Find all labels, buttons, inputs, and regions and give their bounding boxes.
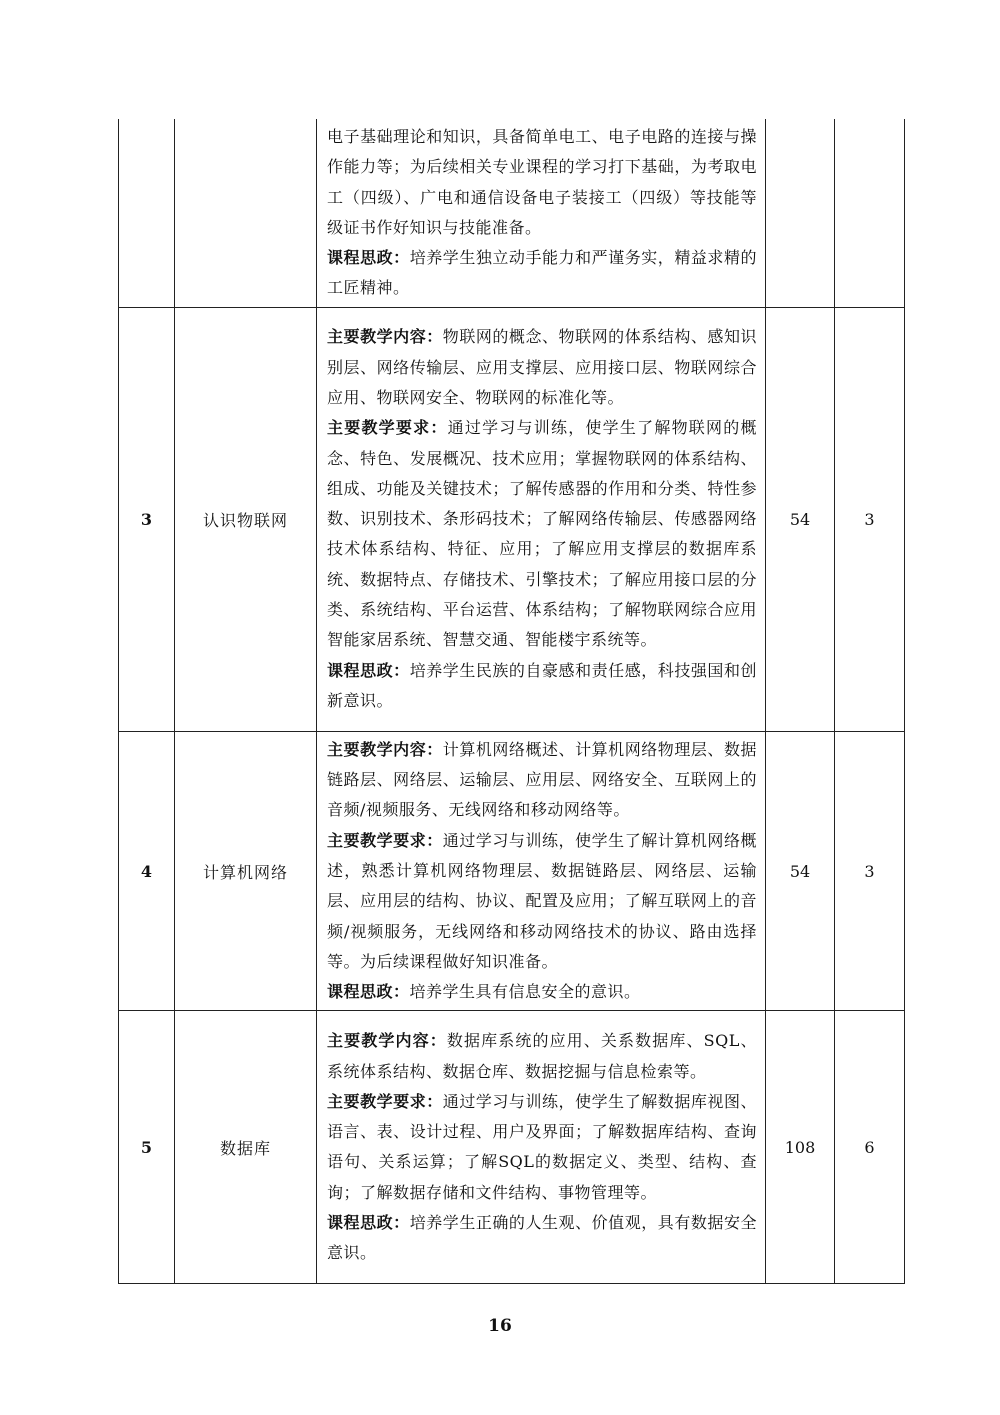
course-name-cell [175, 119, 317, 307]
content-paragraph [327, 1208, 757, 1269]
course-content-cell [317, 1011, 766, 1284]
course-table-body [119, 119, 905, 1284]
paragraph-label: 主要教学要求： [327, 1091, 443, 1111]
course-table [118, 119, 905, 1284]
paragraph-label: 课程思政： [327, 248, 410, 268]
paragraph-text: 培养学生民族的自豪感和责任感，科技强国和创新意识。 [327, 660, 757, 710]
course-content-cell [317, 119, 766, 307]
course-number-cell: 5 [119, 1011, 175, 1284]
course-credits-cell: 3 [835, 307, 905, 731]
table-row [119, 1011, 905, 1284]
paragraph-text: 通过学习与训练，使学生了解数据库视图、语言、表、设计过程、用户及界面；了解数据库结构、查询语句、关系运算；了解SQL的数据定义、类型、结构、查询；了解数据存储和文件结构、事物管理等。 [327, 1091, 757, 1202]
course-number-cell: 3 [119, 307, 175, 731]
course-hours-cell: 54 [766, 731, 835, 1011]
paragraph-label: 课程思政： [327, 1213, 410, 1233]
course-number-cell [119, 119, 175, 307]
paragraph-text: 通过学习与训练，使学生了解物联网的概念、特色、发展概况、技术应用；掌握物联网的体系结构、组成、功能及关键技术；了解传感器的作用和分类、特性参数、识别技术、条形码技术；了解网络传输层、传感器网络技术体系结构、特征、应用；了解应用支撑层的数据库系统、数据特点、存储技术、引擎技术；了解应用接口层的分类、系统结构、平台运营、体系结构；了解物联网综合应用智能家居系统、智慧交通、智能楼宇系统等。 [327, 418, 757, 650]
paragraph-label: 主要教学内容： [327, 327, 443, 347]
course-hours-cell: 54 [766, 307, 835, 731]
paragraph-label: 主要教学要求： [327, 830, 443, 850]
course-name-cell: 数据库 [175, 1011, 317, 1284]
content-paragraph [327, 122, 757, 243]
paragraph-text: 培养学生正确的人生观、价值观，具有数据安全意识。 [327, 1213, 757, 1263]
content-paragraph [327, 735, 757, 826]
content-paragraph [327, 977, 757, 1007]
course-hours-cell [766, 119, 835, 307]
course-name-cell: 认识物联网 [175, 307, 317, 731]
paragraph-text: 培养学生独立动手能力和严谨务实，精益求精的工匠精神。 [327, 248, 757, 298]
content-paragraph [327, 243, 757, 304]
paragraph-text: 电子基础理论和知识，具备简单电工、电子电路的连接与操作能力等；为后续相关专业课程的学习打下基础，为考取电工（四级）、广电和通信设备电子装接工（四级）等技能等级证书作好知识与技能准备。 [327, 127, 757, 237]
paragraph-label: 主要教学内容： [327, 1031, 447, 1051]
table-row [119, 119, 905, 307]
course-content-cell [317, 731, 766, 1011]
course-number-cell: 4 [119, 731, 175, 1011]
course-credits-cell: 6 [835, 1011, 905, 1284]
paragraph-text: 数据库系统的应用、关系数据库、SQL、系统体系结构、数据仓库、数据挖掘与信息检索等。 [327, 1031, 757, 1081]
paragraph-text: 通过学习与训练，使学生了解计算机网络概述，熟悉计算机网络物理层、数据链路层、网络层、运输层、应用层的结构、协议、配置及应用；了解互联网上的音频/视频服务，无线网络和移动网络技术的协议、路由选择等。为后续课程做好知识准备。 [327, 830, 757, 971]
content-paragraph [327, 1026, 757, 1087]
course-content-cell [317, 307, 766, 731]
course-credits-cell [835, 119, 905, 307]
table-row [119, 307, 905, 731]
content-paragraph [327, 413, 757, 655]
course-hours-cell: 108 [766, 1011, 835, 1284]
paragraph-label: 主要教学内容： [327, 739, 443, 759]
content-paragraph [327, 656, 757, 717]
paragraph-text: 物联网的概念、物联网的体系结构、感知识别层、网络传输层、应用支撑层、应用接口层、物联网综合应用、物联网安全、物联网的标准化等。 [327, 327, 757, 407]
course-credits-cell: 3 [835, 731, 905, 1011]
paragraph-label: 课程思政： [327, 982, 410, 1002]
paragraph-label: 主要教学要求： [327, 418, 448, 438]
paragraph-text: 计算机网络概述、计算机网络物理层、数据链路层、网络层、运输层、应用层、网络安全、互联网上的音频/视频服务、无线网络和移动网络等。 [327, 739, 757, 820]
paragraph-text: 培养学生具有信息安全的意识。 [409, 982, 641, 1002]
course-name-cell: 计算机网络 [175, 731, 317, 1011]
table-row [119, 731, 905, 1011]
paragraph-label: 课程思政： [327, 660, 410, 680]
content-paragraph [327, 322, 757, 413]
page-number: 16 [488, 1316, 512, 1336]
content-paragraph [327, 1087, 757, 1208]
content-paragraph [327, 826, 757, 977]
